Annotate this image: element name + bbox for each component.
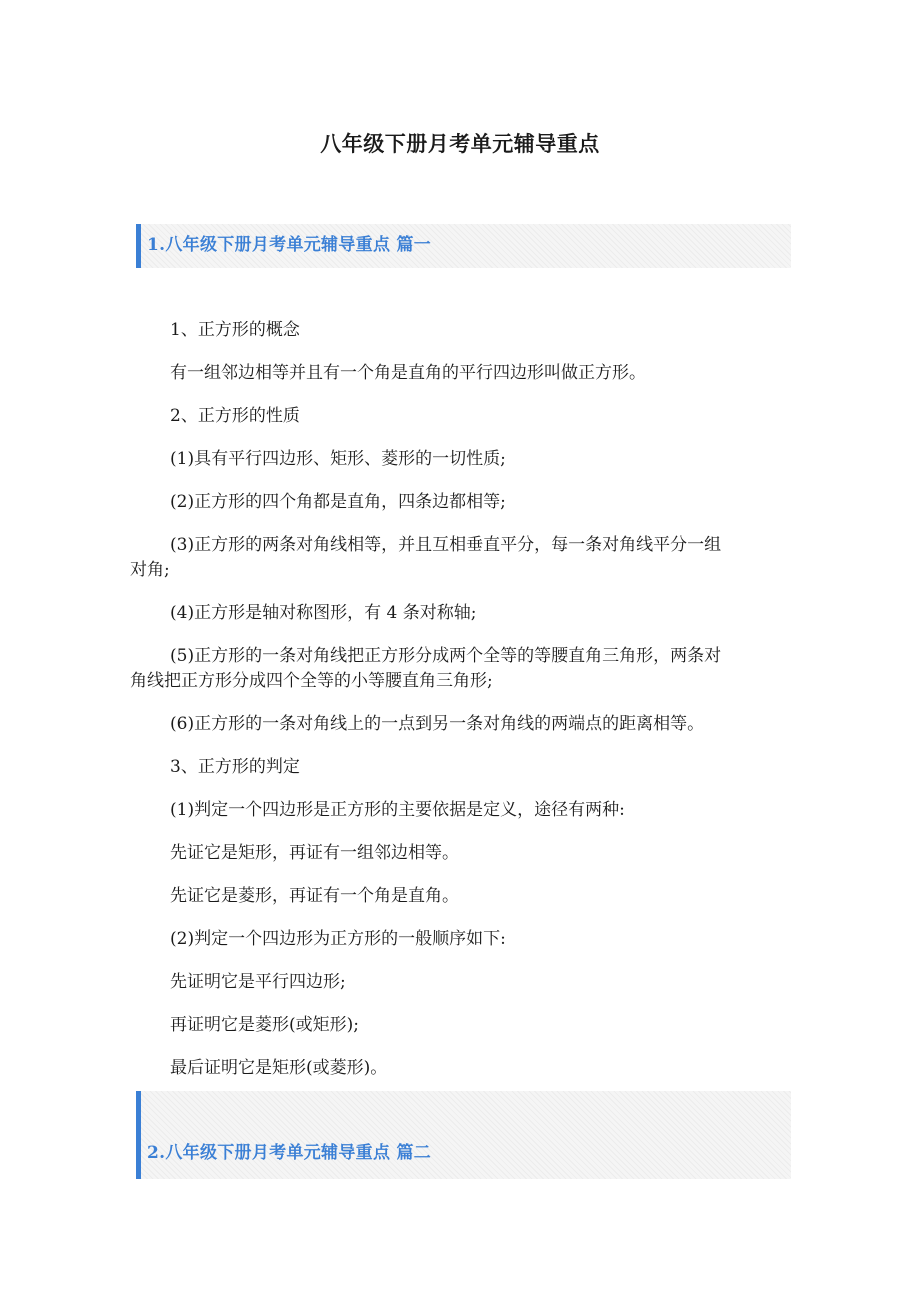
page-title: 八年级下册月考单元辅导重点 [320, 131, 600, 156]
heading-concept: 1、正方形的概念 [170, 320, 300, 340]
section-title-2: 2.八年级下册月考单元辅导重点 篇二 [147, 1143, 432, 1163]
heading-properties: 2、正方形的性质 [170, 406, 300, 426]
section-header-2 [136, 1091, 791, 1179]
criteria-1: (1)判定一个四边形是正方形的主要依据是定义，途径有两种: [170, 800, 625, 820]
property-1: (1)具有平行四边形、矩形、菱形的一切性质; [170, 449, 506, 469]
criteria-1-way-a: 先证它是矩形，再证有一组邻边相等。 [170, 843, 459, 863]
document-body [130, 318, 780, 1099]
property-5 [130, 644, 780, 694]
property-3 [130, 533, 780, 583]
heading-criteria: 3、正方形的判定 [170, 757, 300, 777]
criteria-2: (2)判定一个四边形为正方形的一般顺序如下: [170, 929, 506, 949]
section-header-1 [136, 224, 791, 268]
criteria-1-way-b: 先证它是菱形，再证有一个角是直角。 [170, 886, 459, 906]
criteria-2-step-3: 最后证明它是矩形(或菱形)。 [170, 1058, 388, 1078]
property-3-line-2: 对角; [130, 560, 170, 580]
paragraph-definition: 有一组邻边相等并且有一个角是直角的平行四边形叫做正方形。 [170, 363, 646, 383]
property-2: (2)正方形的四个角都是直角，四条边都相等; [170, 492, 506, 512]
criteria-2-step-2: 再证明它是菱形(或矩形); [170, 1015, 359, 1035]
criteria-2-step-1: 先证明它是平行四边形; [170, 972, 346, 992]
property-3-line-1: (3)正方形的两条对角线相等，并且互相垂直平分，每一条对角线平分一组 [170, 535, 722, 555]
property-5-line-1: (5)正方形的一条对角线把正方形分成两个全等的等腰直角三角形，两条对 [170, 646, 722, 666]
property-5-line-2: 角线把正方形分成四个全等的小等腰直角三角形; [130, 671, 493, 691]
property-4: (4)正方形是轴对称图形，有 4 条对称轴; [170, 603, 477, 623]
property-6: (6)正方形的一条对角线上的一点到另一条对角线的两端点的距离相等。 [170, 714, 705, 734]
section-title-1: 1.八年级下册月考单元辅导重点 篇一 [147, 235, 432, 255]
